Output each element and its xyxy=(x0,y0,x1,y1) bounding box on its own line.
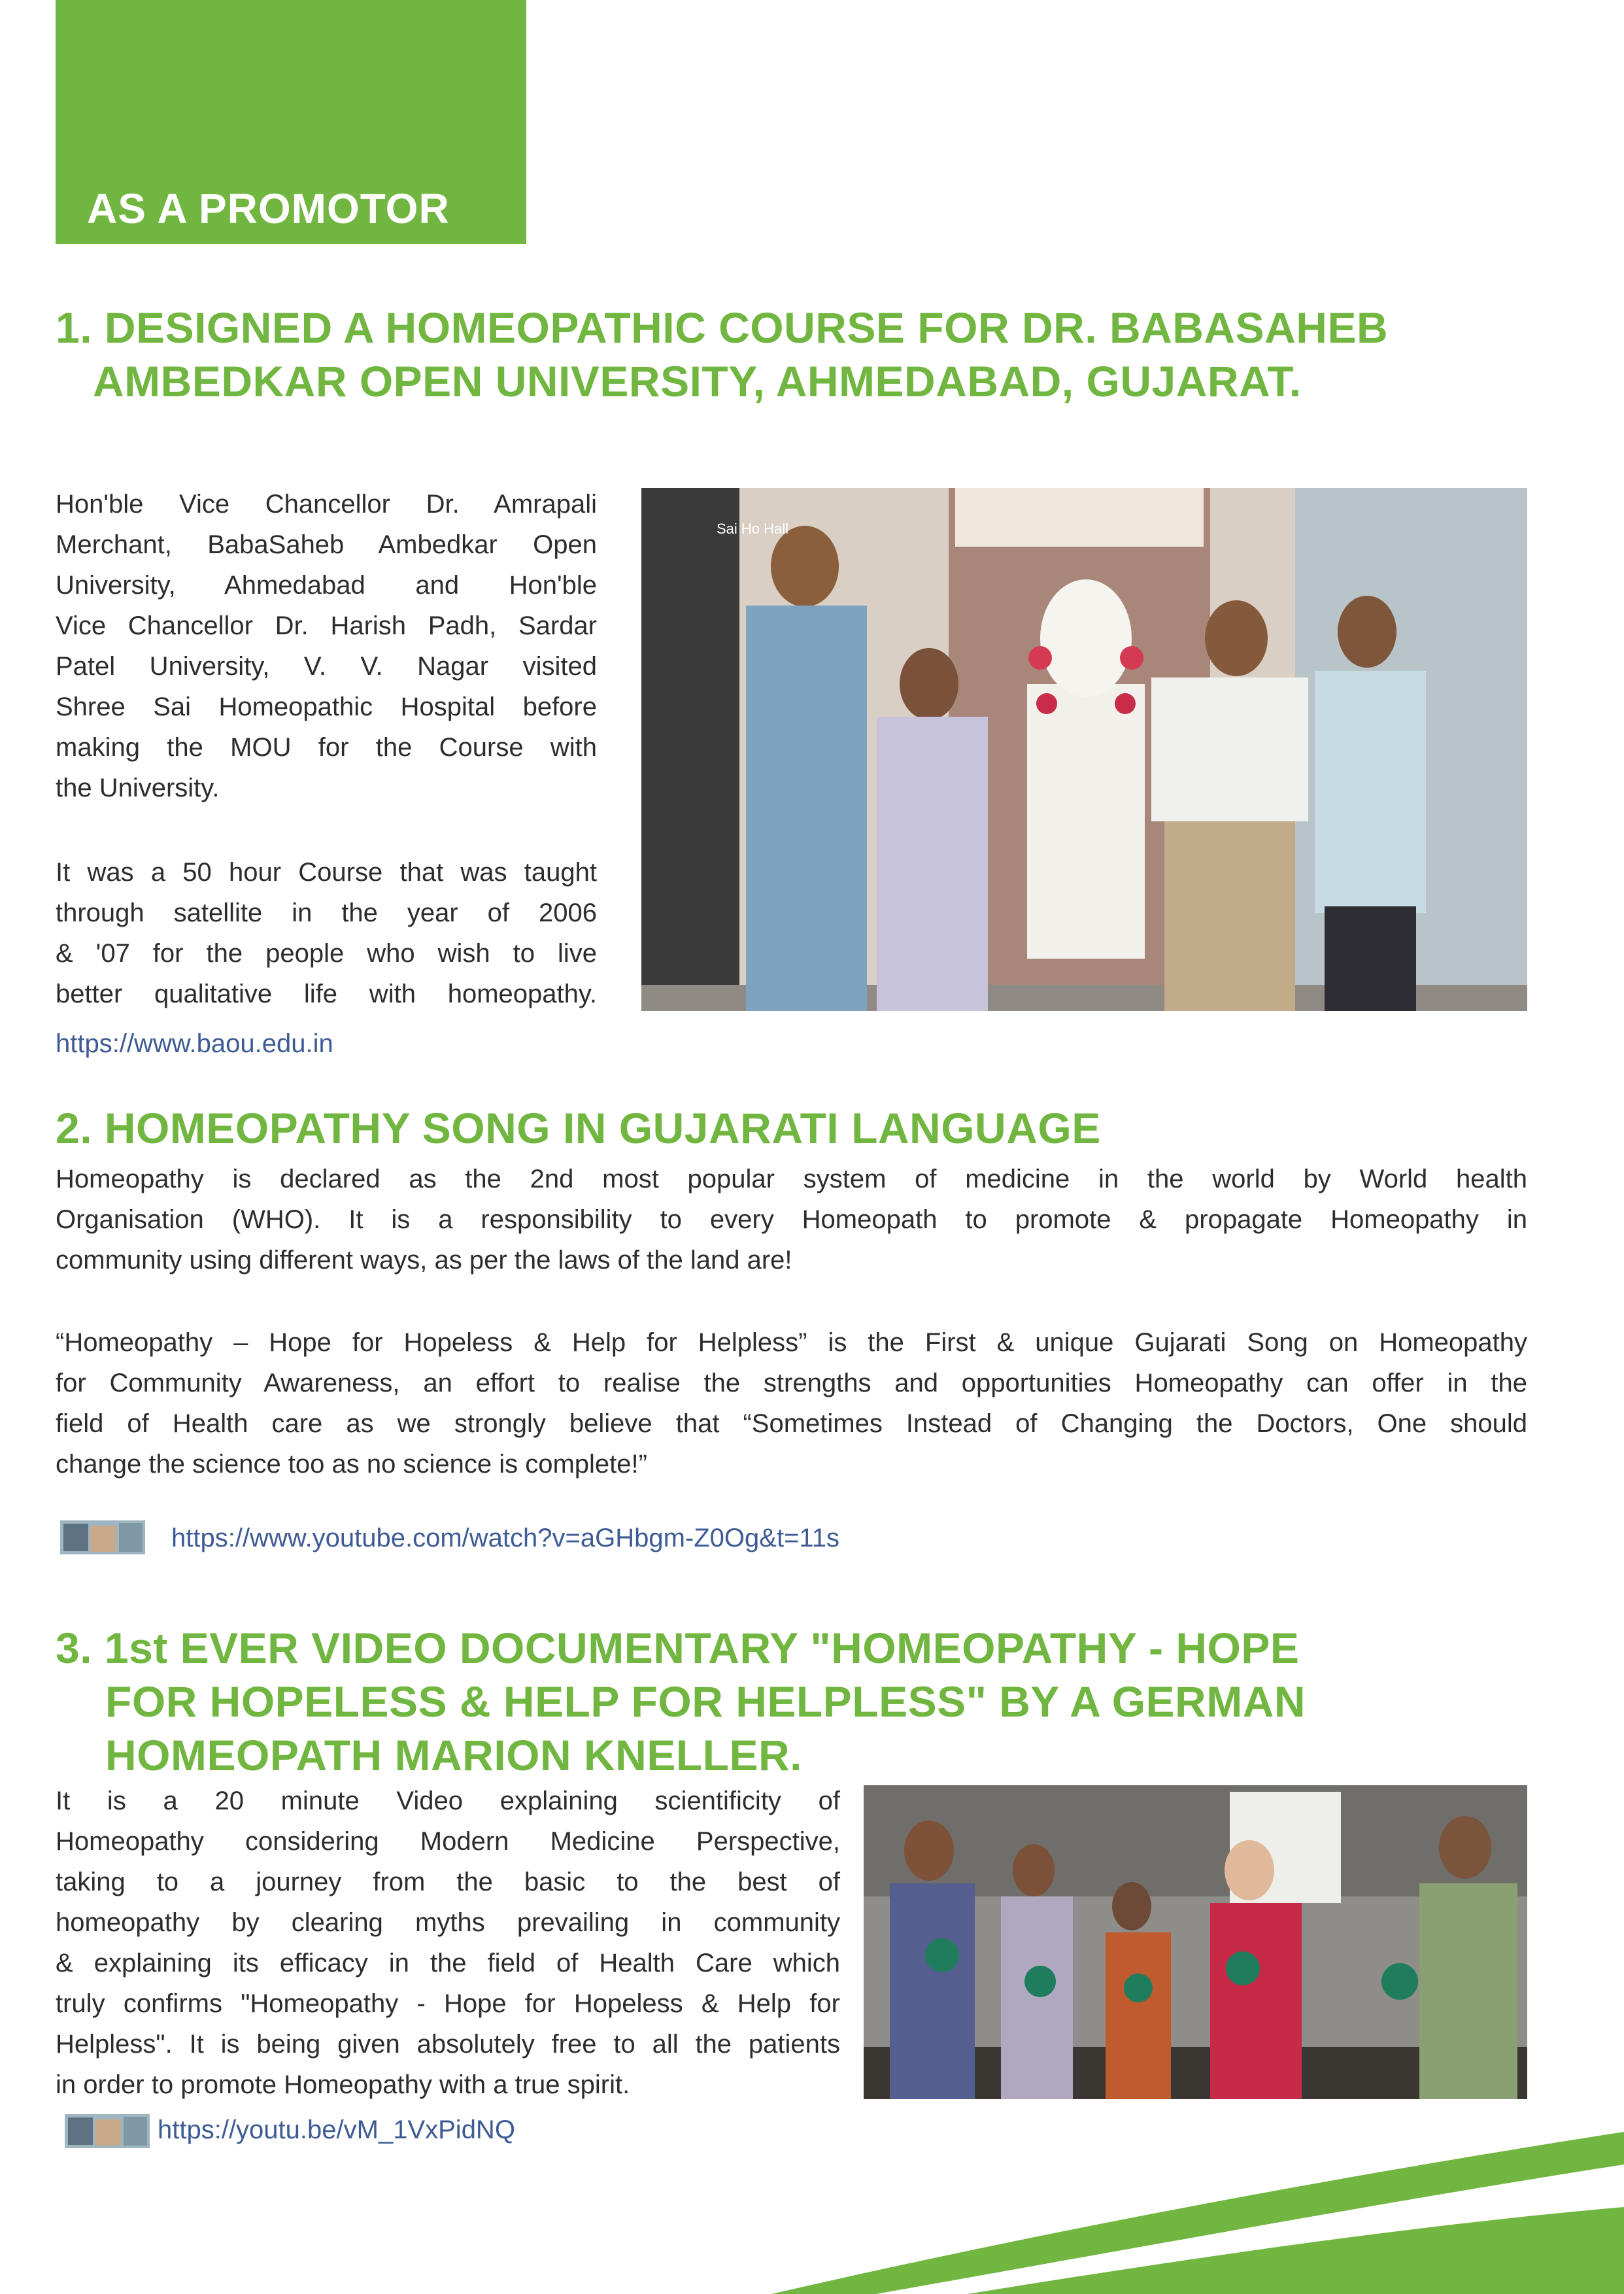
section1-heading xyxy=(56,301,1388,408)
text-line: better qualitative life with homeopathy. xyxy=(56,980,597,1008)
section3-paragraph xyxy=(56,1781,840,2105)
song-video-thumbnail[interactable] xyxy=(60,1520,145,1554)
text-line: It is a 20 minute Video explaining scientificity of xyxy=(56,1787,840,1815)
text-line: making the MOU for the Course with xyxy=(56,733,597,762)
text-line: “Homeopathy – Hope for Hopeless & Help for Helpless” is the First & unique Gujarati Song on Homeopathy xyxy=(56,1328,1527,1357)
footer-swoosh xyxy=(0,2093,1624,2294)
section3-heading-line3: HOMEOPATH MARION KNELLER. xyxy=(105,1731,803,1779)
text-line: & explaining its efficacy in the field of Health Care which xyxy=(56,1949,840,1977)
section2-heading-line: 2. HOMEOPATHY SONG IN GUJARATI LANGUAGE xyxy=(56,1104,1101,1152)
text-line: for Community Awareness, an effort to realise the strengths and opportunities Homeopathy can offer in the xyxy=(56,1369,1527,1397)
documentary-launch-photo xyxy=(864,1785,1527,2099)
text-line: University, Ahmedabad and Hon'ble xyxy=(56,571,597,600)
text-line: & '07 for the people who wish to live xyxy=(56,939,597,968)
photo-sign-text: Sai Ho Hall xyxy=(717,521,789,537)
section3-heading-line1: 3. 1st EVER VIDEO DOCUMENTARY "HOMEOPATHY - HOPE xyxy=(56,1624,1300,1672)
text-line: truly confirms "Homeopathy - Hope for Hopeless & Help for xyxy=(56,1989,840,2018)
banner-title: AS A PROMOTOR xyxy=(87,185,450,232)
youtube-documentary-link[interactable]: https://youtu.be/vM_1VxPidNQ xyxy=(158,2115,515,2144)
text-line: It was a 50 hour Course that was taught xyxy=(56,858,597,887)
text-line: community using different ways, as per the laws of the land are! xyxy=(56,1246,792,1275)
text-line: Patel University, V. V. Nagar visited xyxy=(56,652,597,681)
text-line: Shree Sai Homeopathic Hospital before xyxy=(56,693,597,721)
section1-paragraph-1 xyxy=(56,484,597,808)
text-line: Merchant, BabaSaheb Ambedkar Open xyxy=(56,530,597,559)
text-line: taking to a journey from the basic to the best of xyxy=(56,1868,840,1896)
baou-link[interactable]: https://www.baou.edu.in xyxy=(56,1029,333,1058)
section1-heading-line2: AMBEDKAR OPEN UNIVERSITY, AHMEDABAD, GUJARAT. xyxy=(93,357,1302,405)
text-line: the University. xyxy=(56,774,220,802)
youtube-song-link[interactable]: https://www.youtube.com/watch?v=aGHbgm-Z0Og&t=11s xyxy=(171,1524,839,1552)
section1-heading-line1: 1. DESIGNED A HOMEOPATHIC COURSE FOR DR. BABASAHEB xyxy=(56,303,1389,352)
section3-heading xyxy=(56,1621,1306,1782)
text-line: Helpless". It is being given absolutely free to all the patients xyxy=(56,2030,840,2059)
text-line: field of Health care as we strongly believe that “Sometimes Instead of Changing the Doctors, One should xyxy=(56,1409,1527,1438)
section2-paragraph-1 xyxy=(56,1159,1527,1280)
text-line: Homeopathy considering Modern Medicine Perspective, xyxy=(56,1827,840,1856)
text-line: homeopathy by clearing myths prevailing in community xyxy=(56,1908,840,1937)
text-line: change the science too as no science is complete!” xyxy=(56,1450,647,1479)
text-line: Vice Chancellor Dr. Harish Padh, Sardar xyxy=(56,611,597,640)
text-line: in order to promote Homeopathy with a true spirit. xyxy=(56,2070,630,2099)
section-banner xyxy=(56,0,526,244)
text-line: Homeopathy is declared as the 2nd most popular system of medicine in the world by World health xyxy=(56,1165,1527,1193)
section2-heading xyxy=(56,1101,1101,1155)
text-line: Hon'ble Vice Chancellor Dr. Amrapali xyxy=(56,490,597,519)
section3-heading-line2: FOR HOPELESS & HELP FOR HELPLESS" BY A GERMAN xyxy=(105,1677,1306,1726)
section1-paragraph-2 xyxy=(56,852,597,1014)
text-line: through satellite in the year of 2006 xyxy=(56,899,597,927)
university-visit-photo xyxy=(641,488,1527,1011)
section2-paragraph-2 xyxy=(56,1322,1527,1484)
text-line: Organisation (WHO). It is a responsibility to every Homeopath to promote & propagate Homeopathy in xyxy=(56,1205,1527,1234)
